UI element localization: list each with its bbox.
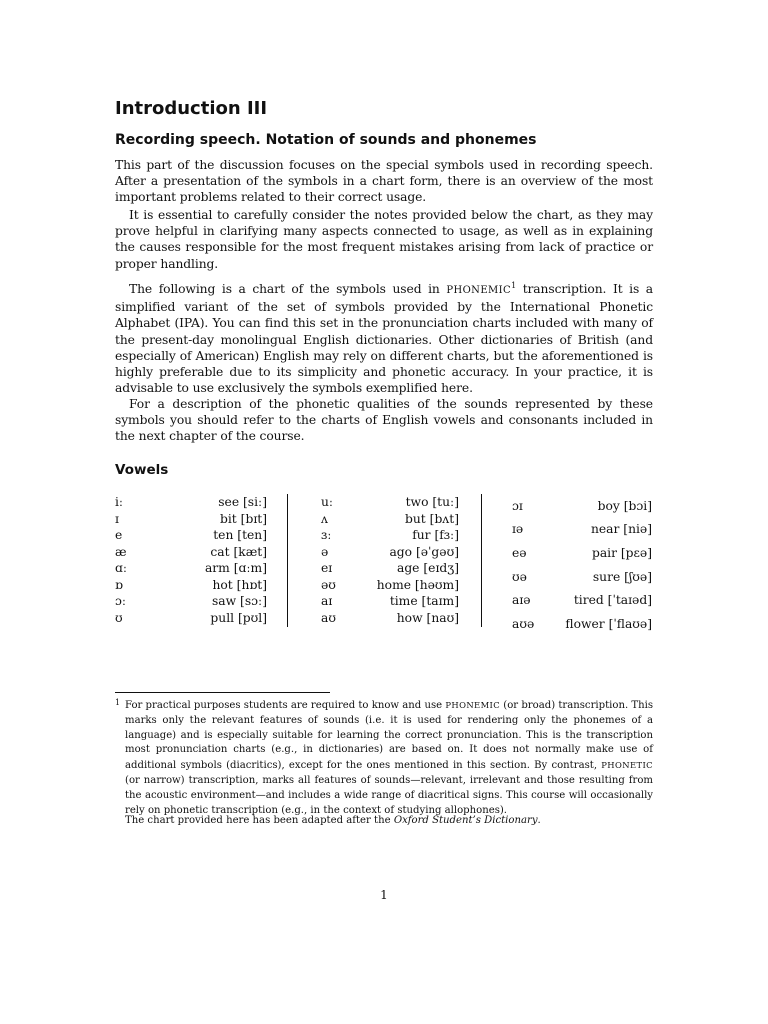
page-number: 1 [380, 888, 388, 902]
vowel-row [321, 610, 459, 627]
vowel-example: bit [bɪt] [220, 511, 267, 526]
vowel-symbol: ʊ [115, 610, 123, 625]
footnote [115, 698, 653, 818]
small-caps-term: PHONETIC [601, 760, 653, 771]
vowel-symbol: uː [321, 495, 334, 510]
vowel-symbol: ɪə [512, 522, 524, 537]
footnote-rule [115, 692, 330, 693]
vowel-row [321, 494, 459, 511]
vowel-row [115, 577, 267, 594]
vowel-symbol: aʊə [512, 616, 535, 631]
vowel-row [115, 527, 267, 544]
vowel-example: ten [ten] [213, 528, 267, 543]
vowel-example: two [tuː] [405, 495, 459, 510]
footnote-text [115, 698, 653, 818]
vowels-heading: Vowels [115, 462, 169, 478]
vowel-symbol: eɪ [321, 561, 333, 576]
vowel-example: sure [ʃʊə] [592, 569, 652, 584]
vowel-symbol: ɔː [115, 594, 127, 609]
vowel-example: arm [ɑːm] [204, 561, 267, 576]
vowel-example: saw [sɔː] [211, 594, 267, 609]
vowel-row [115, 593, 267, 610]
vowel-symbol: ɒ [115, 577, 123, 592]
vowel-example: fur [fɜː] [412, 528, 459, 543]
vowel-row [321, 527, 459, 544]
vowel-symbol: ɪ [115, 511, 119, 526]
vowel-row [512, 588, 652, 612]
vowel-symbol: ə [321, 544, 329, 559]
vowel-row [115, 511, 267, 528]
vowel-symbol: iː [115, 495, 124, 510]
source-text: The chart provided here has been adapted after the [125, 815, 391, 826]
vowel-row [321, 544, 459, 561]
vowel-symbol: aɪ [321, 594, 333, 609]
vowel-example: how [naʊ] [396, 610, 459, 625]
vowel-symbol: e [115, 528, 123, 543]
footnote-part: (or broad) transcription. This marks only the relevant features of sounds (i.e. it is used for rendering only the phonemes of a language) and is especially suitable for learning the correct pronunciation. This is the transcription most pronunciation charts (e.g., in dictionaries) are based on. It does not normally make use of additional symbols (diacritics), except for the ones mentioned in this section. By contrast, [125, 700, 654, 772]
vowel-row [115, 544, 267, 561]
vowel-symbol: aʊ [321, 610, 336, 625]
vowel-symbol: əʊ [321, 577, 336, 592]
vowel-row [512, 565, 652, 589]
vowel-row [321, 511, 459, 528]
vowel-example: tired [ˈtaɪəd] [573, 593, 652, 608]
paragraph-notes: It is essential to carefully consider the notes provided below the chart, as they may prove helpful in clarifying many aspects connected to usage, as well as in explaining the causes responsible for the most frequent mistakes arising from lack of practice or proper handling. [115, 208, 653, 271]
vowel-example: pair [pɛə] [591, 545, 652, 560]
vowel-example: age [eɪdʒ] [396, 561, 459, 576]
vowel-column-1 [115, 494, 267, 626]
vowel-example: time [taɪm] [389, 594, 459, 609]
vowel-example: near [niə] [590, 522, 652, 537]
vowel-symbol: ɔɪ [512, 498, 523, 513]
source-text: . [537, 815, 541, 826]
vowel-row [512, 541, 652, 565]
vowel-column-2 [321, 494, 459, 626]
vowel-example: see [siː] [218, 495, 267, 510]
vowel-row [115, 560, 267, 577]
vowel-example: ago [əˈgəʊ] [389, 544, 459, 559]
vowel-example: home [həʊm] [376, 577, 459, 592]
vowel-row [512, 518, 652, 542]
chapter-title: Introduction III [115, 98, 268, 119]
paragraph-text: The following is a chart of the symbols used in [129, 282, 440, 296]
vowel-symbol: ɜː [321, 528, 332, 543]
vowel-row [321, 593, 459, 610]
vowel-row [512, 612, 652, 636]
vowel-row [115, 494, 267, 511]
vowel-example: boy [bɔi] [597, 498, 652, 513]
footnote-marker: 1 [115, 698, 121, 707]
vowel-column-3 [512, 494, 652, 636]
footnote-reference: 1 [511, 280, 517, 290]
column-divider [287, 494, 288, 627]
footnote-part: For practical purposes students are required to know and use [125, 700, 443, 711]
vowel-symbol: eə [512, 545, 527, 560]
paragraph-chart-description [115, 281, 653, 396]
vowel-example: but [bʌt] [405, 511, 459, 526]
paragraph-reference: For a description of the phonetic qualities of the sounds represented by these symbols you should refer to the charts of English vowels and consonants included in the next chapter of the course. [115, 397, 653, 444]
small-caps-term: PHONEMIC [446, 285, 512, 296]
footnote-source [125, 814, 541, 828]
vowel-symbol: æ [115, 544, 127, 559]
vowel-symbol: ɑː [115, 561, 128, 576]
vowel-symbol: ʌ [321, 511, 328, 526]
column-divider [481, 494, 482, 627]
vowel-example: cat [kæt] [210, 544, 267, 559]
small-caps-term: PHONEMIC [445, 700, 501, 710]
section-title: Recording speech. Notation of sounds and phonemes [115, 132, 537, 148]
vowel-example: pull [pʊl] [210, 610, 267, 625]
footnote-part: (or narrow) transcription, marks all features of sounds—relevant, irrelevant and those resulting from the acoustic environment—and includes a wide range of diacritical signs. This course will occasionally rely on phonetic transcription (e.g., in the context of studying allophones). [125, 774, 653, 816]
vowel-row [115, 610, 267, 627]
vowel-row [512, 494, 652, 518]
vowel-row [321, 577, 459, 594]
vowel-example: flower [ˈflaʊə] [565, 616, 652, 631]
vowel-symbol: aɪə [512, 593, 531, 608]
vowel-row [321, 560, 459, 577]
paragraph-intro: This part of the discussion focuses on the special symbols used in recording speech. After a presentation of the symbols in a chart form, there is an overview of the most important problems related to their correct usage. [115, 158, 653, 205]
paragraph-text: transcription. It is a simplified variant of the set of symbols provided by the International Phonetic Alphabet (IPA). You can find this set in the pronunciation charts included with many of the present-day monolingual English dictionaries. Other dictionaries of British (and especially of American) English may rely on different charts, but the aforementioned is highly preferable due to its simplicity and phonetic accuracy. In your practice, it is advisable to use exclusively the symbols exemplified here. [115, 282, 654, 396]
dictionary-title: Oxford Student’s Dictionary [393, 815, 538, 826]
vowel-symbol: ʊə [512, 569, 527, 584]
vowel-example: hot [hɒt] [212, 577, 267, 592]
